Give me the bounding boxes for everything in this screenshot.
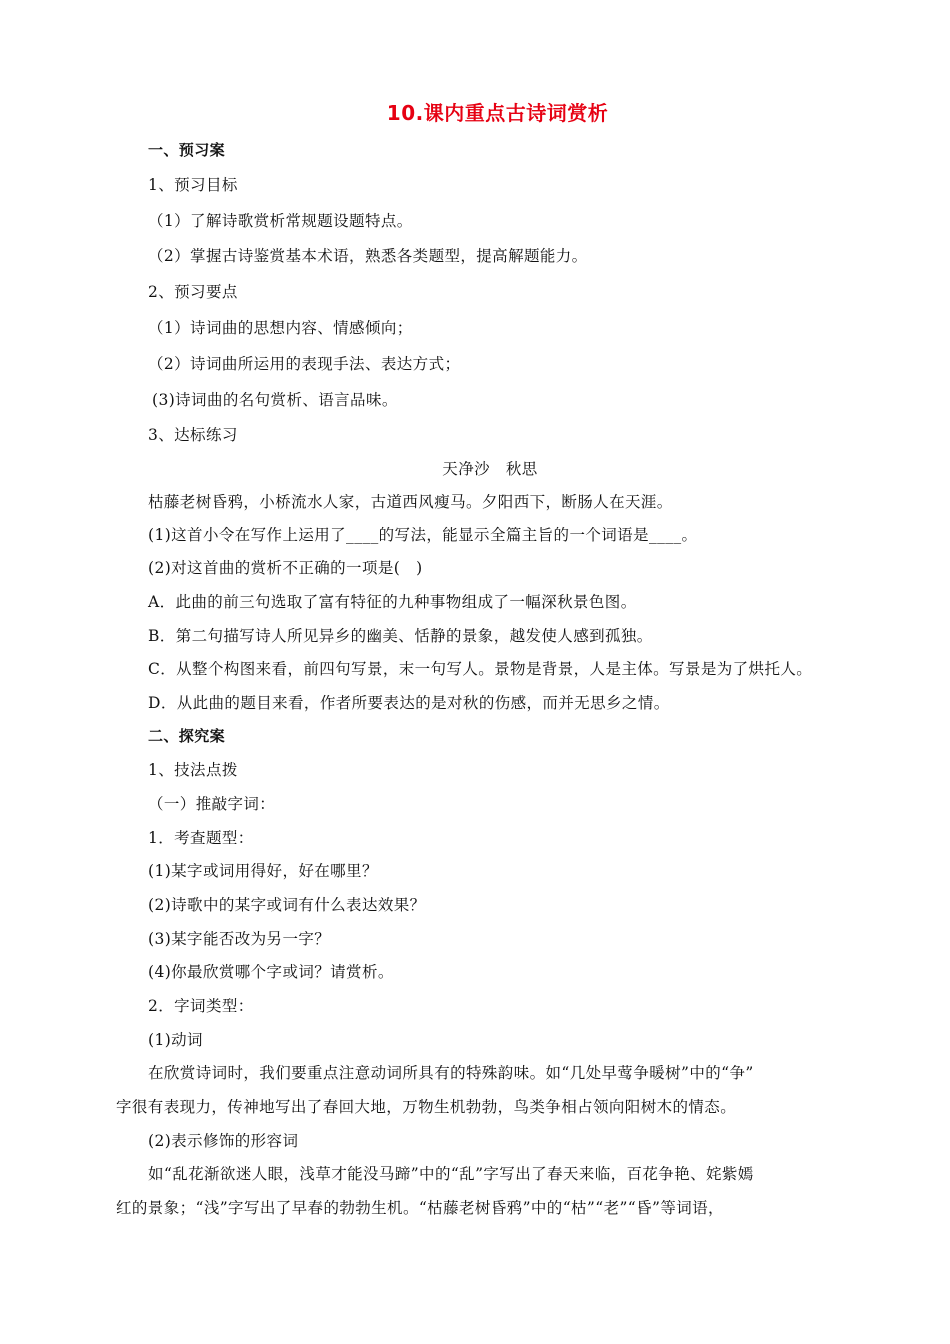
option-c: C．从整个构图来看，前四句写景，末一句写人。景物是背景，人是主体。写景是为了烘托人。 <box>148 660 813 678</box>
section-heading-explore: 二、探究案 <box>148 727 226 745</box>
goal-item-2: （2）掌握古诗鉴赏基本术语，熟悉各类题型，提高解题能力。 <box>148 247 588 265</box>
subheading-word-types: 2．字词类型： <box>148 997 254 1015</box>
option-a: A．此曲的前三句选取了富有特征的九种事物组成了一幅深秋景色图。 <box>148 593 637 611</box>
option-d: D．从此曲的题目来看，作者所要表达的是对秋的伤感，而并无思乡之情。 <box>148 694 670 712</box>
subheading-wording: （一）推敲字词： <box>148 795 276 813</box>
section-heading-preview: 一、预习案 <box>148 141 226 159</box>
subheading-question-types: 1．考查题型： <box>148 829 254 847</box>
paragraph-verb-1: 在欣赏诗词时，我们要重点注意动词所具有的特殊韵味。如“几处早莺争暖树”中的“争” <box>148 1064 754 1082</box>
poem-text: 枯藤老树昏鸦，小桥流水人家，古道西风瘦马。夕阳西下，断肠人在天涯。 <box>148 493 673 511</box>
keypoint-item-3: (3)诗词曲的名句赏析、语言品味。 <box>152 391 398 409</box>
question-type-2: (2)诗歌中的某字或词有什么表达效果？ <box>148 896 426 914</box>
keypoint-item-1: （1）诗词曲的思想内容、情感倾向； <box>148 319 413 337</box>
document-title: 10.课内重点古诗词赏析 <box>386 101 609 125</box>
subheading-keypoints: 2、预习要点 <box>148 283 238 301</box>
subheading-technique: 1、技法点拨 <box>148 761 238 779</box>
question-1: (1)这首小令在写作上运用了____的写法，能显示全篇主旨的一个词语是____。 <box>148 526 698 544</box>
word-type-adjective: (2)表示修饰的形容词 <box>148 1132 299 1150</box>
paragraph-adjective-2: 红的景象；“浅”字写出了早春的勃勃生机。“枯藤老树昏鸦”中的“枯”“老”“昏”等词语， <box>116 1199 724 1217</box>
word-type-verb: (1)动词 <box>148 1031 203 1049</box>
question-type-4: (4)你最欣赏哪个字或词？请赏析。 <box>148 963 394 981</box>
subheading-goals: 1、预习目标 <box>148 176 238 194</box>
question-type-3: (3)某字能否改为另一字？ <box>148 930 331 948</box>
poem-title: 天净沙 秋思 <box>442 460 538 478</box>
paragraph-verb-2: 字很有表现力，传神地写出了春回大地，万物生机勃勃，鸟类争相占领向阳树木的情态。 <box>116 1098 737 1116</box>
subheading-practice: 3、达标练习 <box>148 426 238 444</box>
question-2: (2)对这首曲的赏析不正确的一项是( ) <box>148 559 423 577</box>
question-type-1: (1)某字或词用得好，好在哪里？ <box>148 862 378 880</box>
option-b: B．第二句描写诗人所见异乡的幽美、恬静的景象，越发使人感到孤独。 <box>148 627 653 645</box>
paragraph-adjective-1: 如“乱花渐欲迷人眼，浅草才能没马蹄”中的“乱”字写出了春天来临，百花争艳、姹紫嫣 <box>148 1165 754 1183</box>
keypoint-item-2: （2）诗词曲所运用的表现手法、表达方式； <box>148 355 461 373</box>
goal-item-1: （1）了解诗歌赏析常规题设题特点。 <box>148 212 413 230</box>
